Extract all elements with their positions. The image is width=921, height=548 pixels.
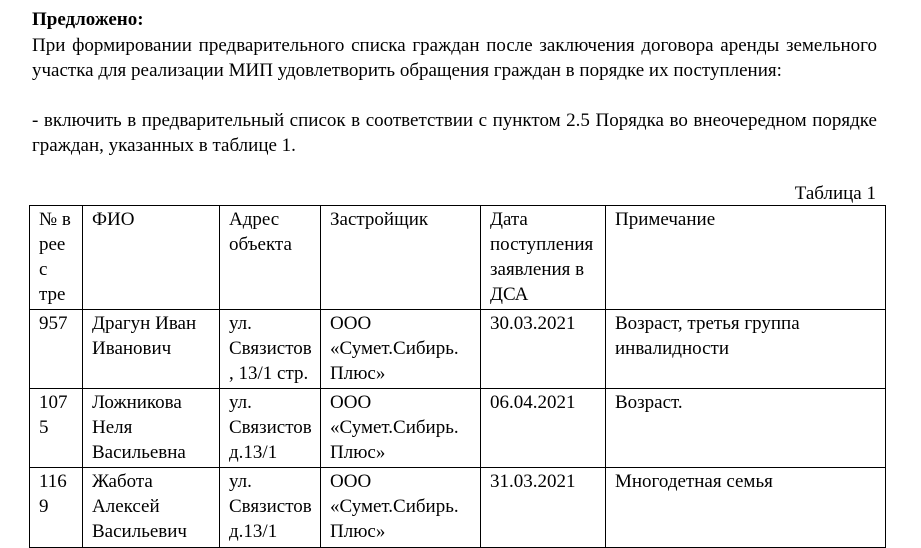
cell-developer: ООО «Сумет.Сибирь. Плюс» [321,389,481,468]
header-developer: Застройщик [321,206,481,310]
section-heading: Предложено: [32,9,144,30]
header-registry-number: № в реес тре [30,206,83,310]
cell-application-date: 31.03.2021 [481,468,606,548]
header-address: Адрес объекта [220,206,321,310]
table-row [30,468,886,548]
cell-registry-number: 957 [30,310,83,389]
cell-fio: Драгун Иван Иванович [83,310,220,389]
cell-address: ул. Связистов д.13/1 [220,389,321,468]
cell-note: Возраст, третья группа инвалидности [606,310,886,389]
paragraph-proposal: При формировании предварительного списка граждан после заключения договора аренды земельного участка для реализации МИП удовлетворить обращения граждан в порядке их поступления: [32,35,877,81]
header-application-date: Дата поступления заявления в ДСА [481,206,606,310]
cell-address: ул. Связистов д.13/1 [220,468,321,548]
table-row [30,389,886,468]
header-fio: ФИО [83,206,220,310]
table-caption: Таблица 1 [794,183,876,204]
cell-developer: ООО «Сумет.Сибирь. Плюс» [321,310,481,389]
cell-registry-number: 1169 [30,468,83,548]
header-note: Примечание [606,206,886,310]
cell-application-date: 30.03.2021 [481,310,606,389]
cell-registry-number: 1075 [30,389,83,468]
cell-fio: Жабота Алексей Васильевич [83,468,220,548]
cell-note: Возраст. [606,389,886,468]
table-row [30,310,886,389]
cell-application-date: 06.04.2021 [481,389,606,468]
cell-developer: ООО «Сумет.Сибирь. Плюс» [321,468,481,548]
table-header-row [30,206,886,310]
citizens-table [29,205,886,548]
cell-note: Многодетная семья [606,468,886,548]
cell-address: ул. Связистов , 13/1 стр. [220,310,321,389]
cell-fio: Ложникова Неля Васильевна [83,389,220,468]
paragraph-include: - включить в предварительный список в соответствии с пунктом 2.5 Порядка во внеочередном порядке граждан, указанных в таблице 1. [32,110,877,156]
